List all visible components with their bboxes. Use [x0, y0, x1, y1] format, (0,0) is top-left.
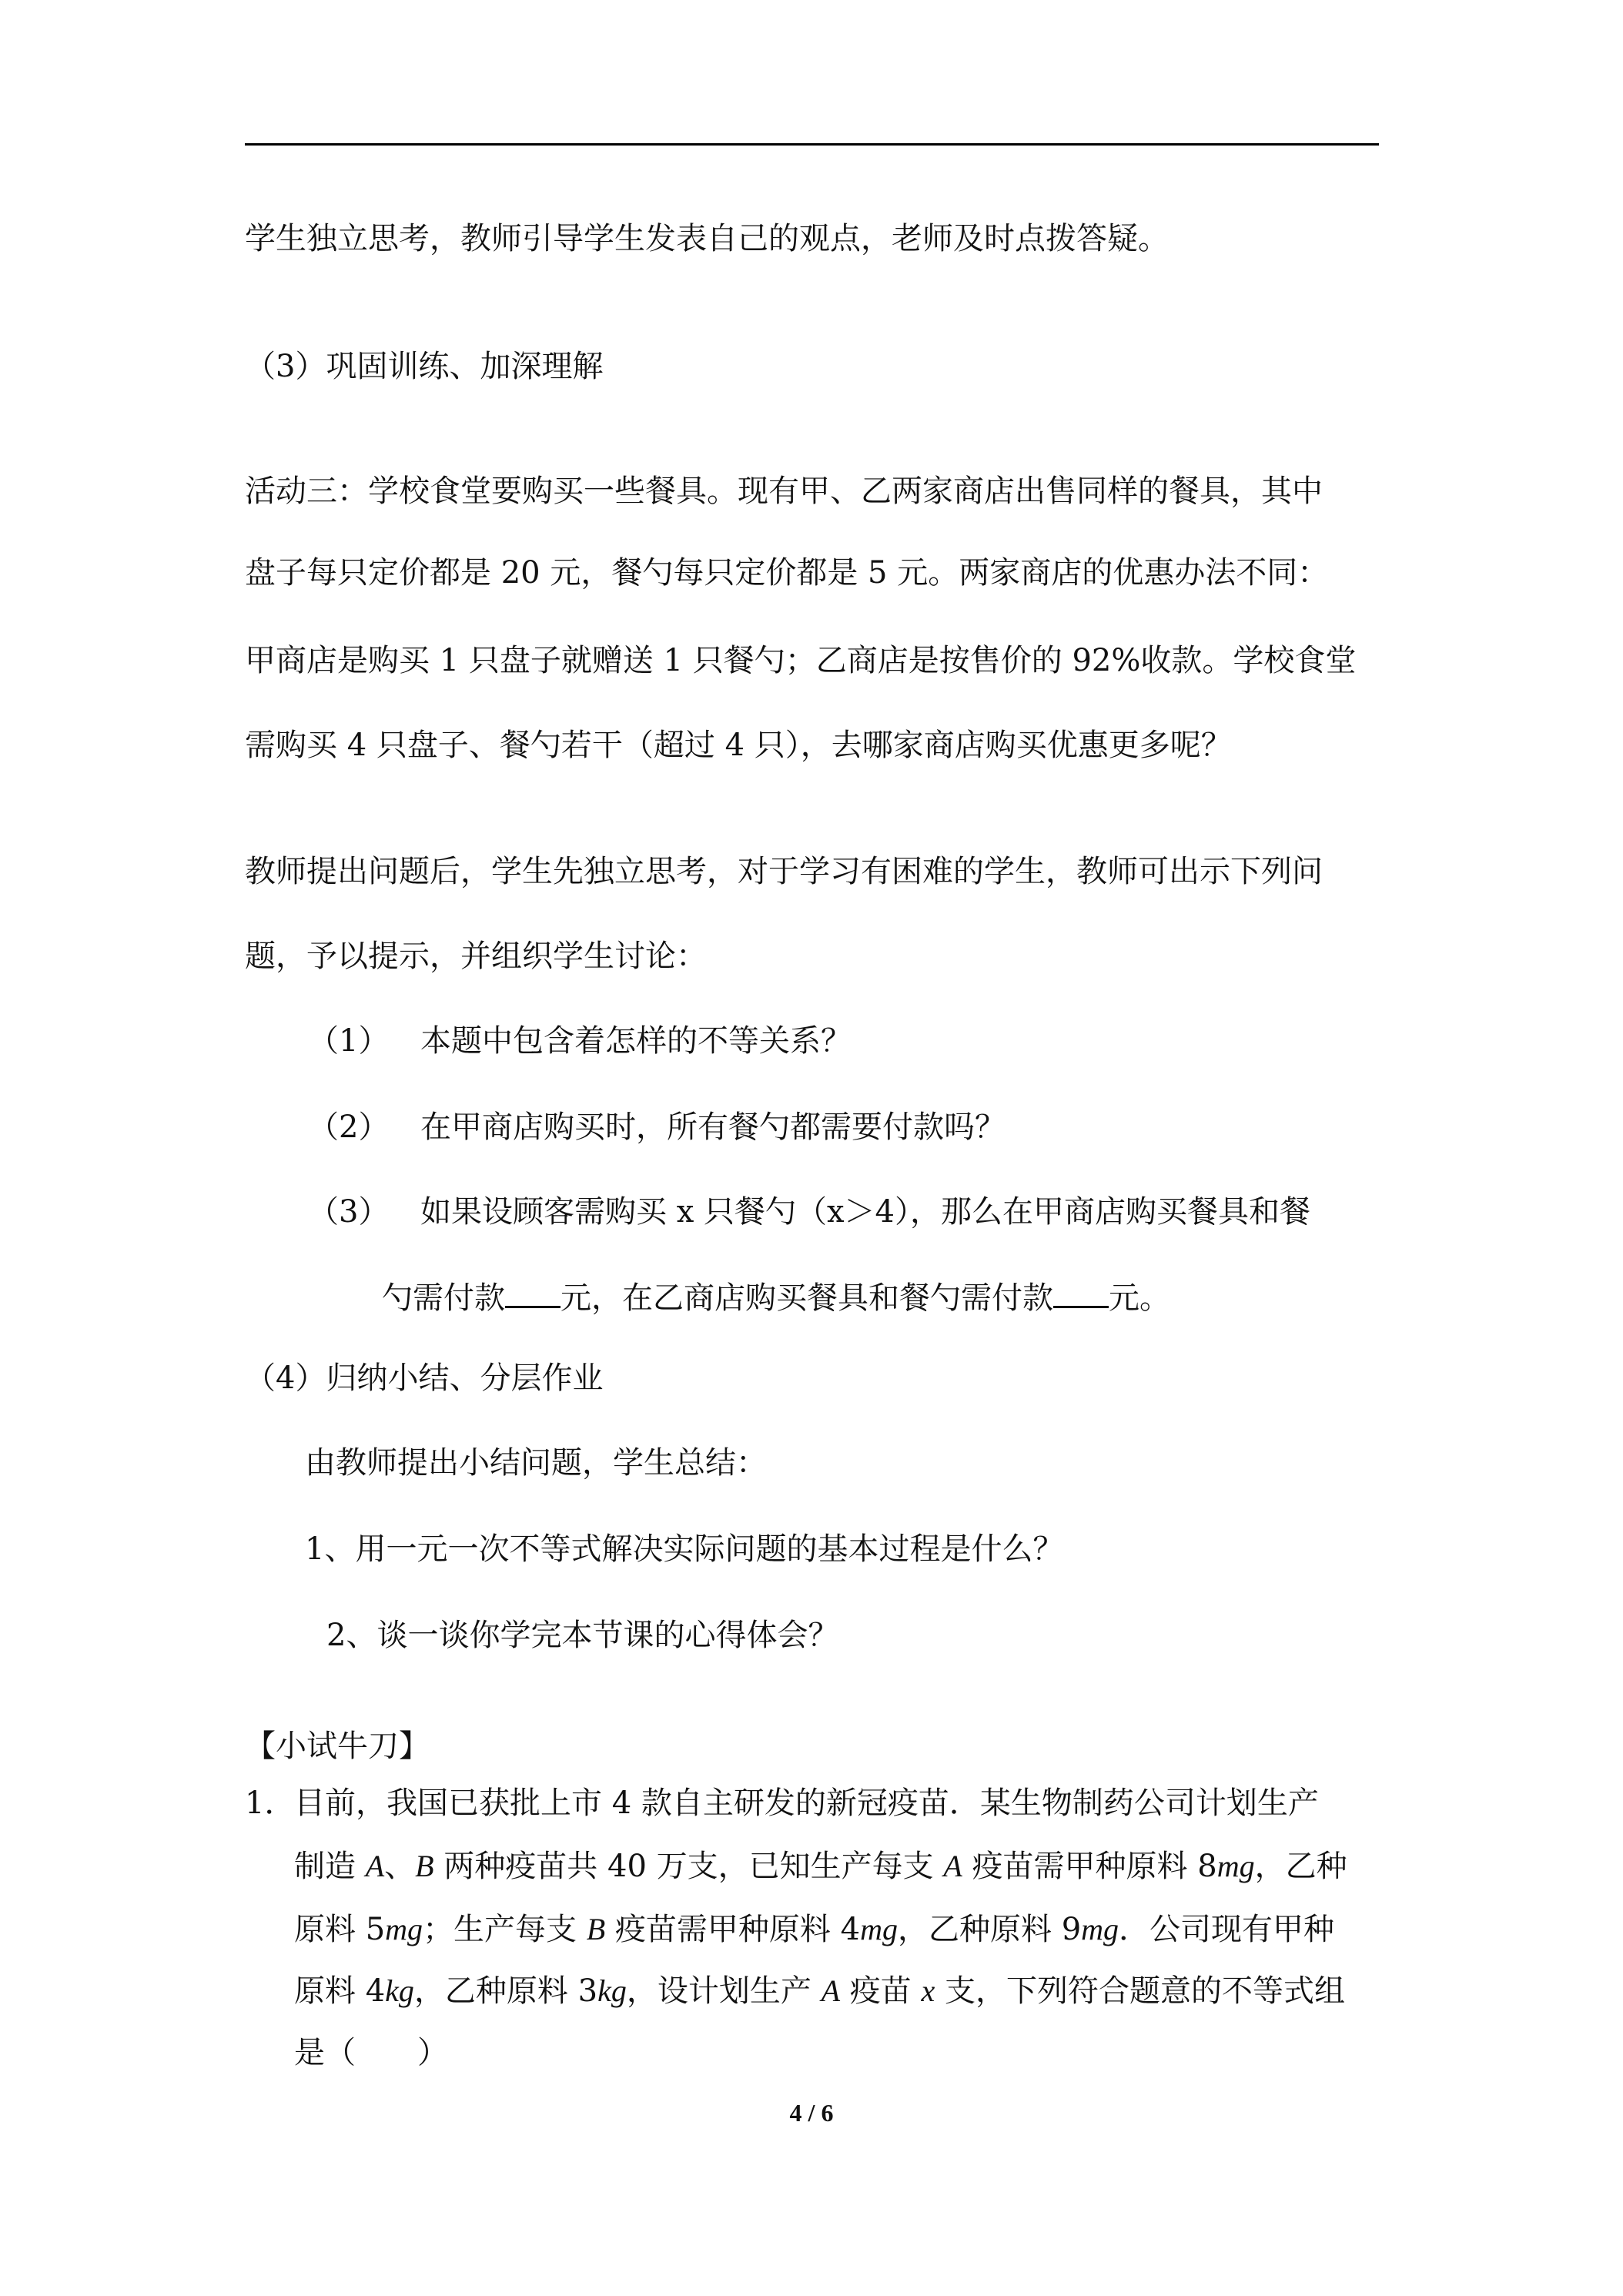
- exercise-heading: 【小试牛刀】: [245, 1729, 430, 1764]
- text-fragment: ，设计划生产: [626, 1973, 822, 2009]
- text-fragment: ．公司现有甲种: [1119, 1912, 1335, 1947]
- question-number: （3）: [308, 1194, 390, 1230]
- paragraph-line: 学生独立思考，教师引导学生发表自己的观点，老师及时点拨答疑。: [245, 221, 1169, 256]
- math-variable: A: [365, 1849, 385, 1883]
- text-fragment: 原料 4: [294, 1973, 386, 2009]
- question-text: 如果设顾客需购买 x 只餐勺（x＞4），那么在甲商店购买餐具和餐: [420, 1194, 1310, 1230]
- activity-line: 盘子每只定价都是 20 元，餐勺每只定价都是 5 元。两家商店的优惠办法不同：: [245, 555, 1329, 591]
- problem-line: 目前，我国已获批上市 4 款自主研发的新冠疫苗．某生物制药公司计划生产: [294, 1786, 1319, 1821]
- question-text-continued: [382, 1275, 1170, 1320]
- question-fragment: 元。: [1109, 1280, 1170, 1316]
- math-unit: mg: [1216, 1849, 1255, 1883]
- problem-number: 1．: [245, 1786, 296, 1821]
- activity-line: 甲商店是购买 1 只盘子就赠送 1 只餐勺；乙商店是按售价的 92%收款。学校食堂: [245, 643, 1357, 678]
- text-fragment: 制造: [294, 1849, 366, 1884]
- problem-line: [294, 1908, 1334, 1951]
- activity-line: 活动三：学校食堂要购买一些餐具。现有甲、乙两家商店出售同样的餐具，其中: [245, 474, 1323, 509]
- question-fragment: 勺需付款: [382, 1280, 505, 1316]
- text-fragment: 支，下列符合题意的不等式组: [935, 1973, 1345, 2009]
- text-fragment: 原料 5: [294, 1912, 386, 1947]
- header-rule: [245, 143, 1379, 146]
- text-fragment: 疫苗需甲种原料 8: [962, 1849, 1217, 1884]
- math-variable: A: [821, 1973, 841, 2008]
- question-text: 本题中包含着怎样的不等关系？: [420, 1023, 852, 1059]
- math-variable: x: [921, 1973, 935, 2008]
- section-heading: （4）归纳小结、分层作业: [245, 1361, 604, 1396]
- summary-item: 2、谈一谈你学完本节课的心得体会？: [326, 1618, 839, 1653]
- question-text: 在甲商店购买时，所有餐勺都需要付款吗？: [420, 1110, 1006, 1145]
- text-fragment: ，乙种原料 9: [898, 1912, 1082, 1947]
- text-fragment: 、: [384, 1849, 416, 1884]
- activity-line: 需购买 4 只盘子、餐勺若干（超过 4 只），去哪家商店购买优惠更多呢？: [245, 728, 1232, 763]
- math-unit: kg: [385, 1973, 414, 2008]
- math-unit: mg: [860, 1912, 898, 1946]
- answer-blank: [505, 1275, 561, 1308]
- problem-line: [294, 1970, 1345, 2013]
- text-fragment: 疫苗: [840, 1973, 922, 2009]
- paragraph-line: 教师提出问题后，学生先独立思考，对于学习有困难的学生，教师可出示下列问: [245, 854, 1323, 889]
- problem-line: 是（ ）: [294, 2035, 448, 2070]
- summary-item: 1、用一元一次不等式解决实际问题的基本过程是什么？: [305, 1531, 1064, 1567]
- math-unit: mg: [1081, 1912, 1119, 1946]
- text-fragment: ，乙种原料 3: [413, 1973, 598, 2009]
- text-fragment: 疫苗需甲种原料 4: [605, 1912, 861, 1947]
- question-number: （2）: [308, 1110, 390, 1145]
- math-variable: B: [586, 1912, 606, 1946]
- question-number: （1）: [308, 1023, 390, 1059]
- section-heading: （3）巩固训练、加深理解: [245, 349, 604, 384]
- problem-line: [294, 1845, 1347, 1888]
- answer-blank: [1053, 1275, 1109, 1308]
- paragraph-line: 由教师提出小结问题，学生总结：: [305, 1445, 767, 1481]
- math-unit: kg: [597, 1973, 627, 2008]
- math-unit: mg: [385, 1912, 423, 1946]
- text-fragment: ，乙种: [1254, 1849, 1347, 1884]
- math-variable: A: [943, 1849, 962, 1883]
- text-fragment: 两种疫苗共 40 万支，已知生产每支: [433, 1849, 944, 1884]
- text-fragment: ；生产每支: [423, 1912, 587, 1947]
- page-number: 4 / 6: [789, 2099, 834, 2127]
- question-fragment: 元，在乙商店购买餐具和餐勺需付款: [561, 1280, 1053, 1316]
- paragraph-line: 题，予以提示，并组织学生讨论：: [245, 939, 707, 974]
- math-variable: B: [415, 1849, 434, 1883]
